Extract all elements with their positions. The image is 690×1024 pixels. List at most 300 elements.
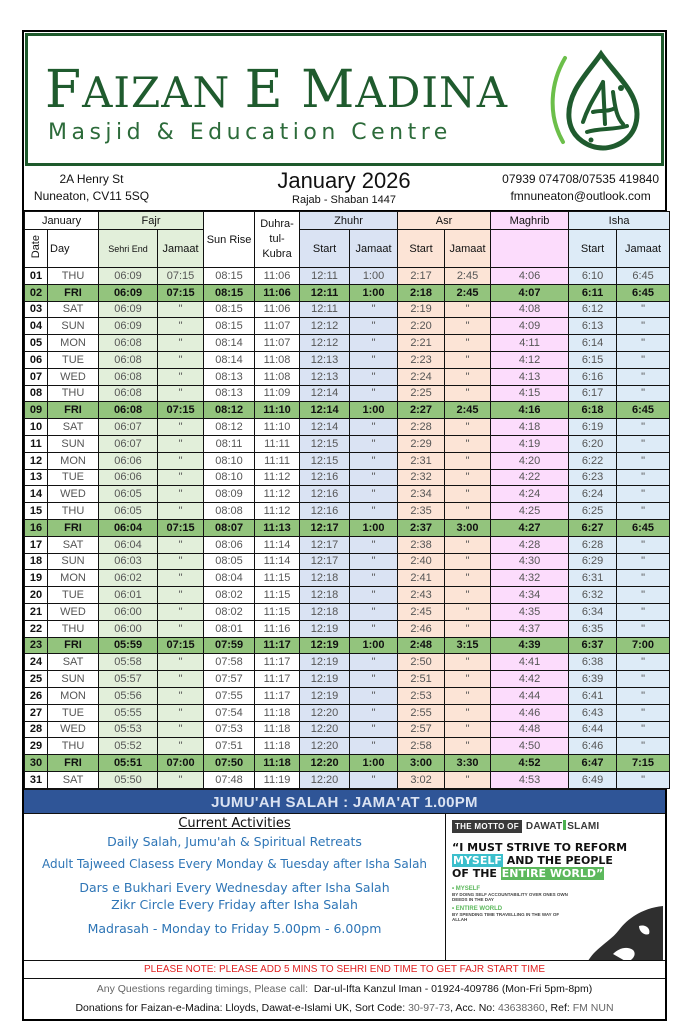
day-cell: TUE [48, 351, 99, 368]
asr-jamaat-cell: " [445, 771, 491, 788]
day-cell: SAT [48, 771, 99, 788]
zhuhr-jamaat-cell: " [350, 486, 398, 503]
brand-bar-icon [563, 820, 566, 830]
activity-item: Madrasah - Monday to Friday 5.00pm - 6.00pm [87, 920, 382, 936]
asr-start-cell: 2:38 [398, 536, 445, 553]
fajr-jamaat-cell: " [158, 671, 204, 688]
fajr-jamaat-cell: " [158, 503, 204, 520]
zhuhr-start-cell: 12:20 [300, 721, 350, 738]
asr-jamaat-cell: " [445, 385, 491, 402]
date-cell: 24 [25, 654, 48, 671]
date-cell: 30 [25, 755, 48, 772]
zhuhr-start-cell: 12:20 [300, 755, 350, 772]
zhuhr-start-cell: 12:12 [300, 318, 350, 335]
email-address: fmnuneaton@outlook.com [510, 189, 651, 203]
isha-jamaat-cell: " [617, 671, 670, 688]
asr-start-cell: 2:57 [398, 721, 445, 738]
date-cell: 21 [25, 603, 48, 620]
maghrib-cell: 4:32 [491, 570, 569, 587]
sunrise-cell: 08:01 [204, 620, 255, 637]
table-row [25, 301, 670, 318]
sehri-end-cell: 06:02 [99, 570, 158, 587]
asr-start-cell: 2:25 [398, 385, 445, 402]
table-row [25, 536, 670, 553]
date-cell: 14 [25, 486, 48, 503]
isha-jamaat-cell: " [617, 654, 670, 671]
day-cell: MON [48, 687, 99, 704]
asr-start-cell: 2:45 [398, 603, 445, 620]
prayer-timetable-sheet [22, 30, 667, 1021]
isha-jamaat-cell: " [617, 570, 670, 587]
day-cell: SAT [48, 301, 99, 318]
asr-start-cell: 2:19 [398, 301, 445, 318]
sehri-end-cell: 06:07 [99, 419, 158, 436]
maghrib-cell: 4:37 [491, 620, 569, 637]
header-january: January [25, 212, 99, 230]
zhuhr-jamaat-cell: " [350, 654, 398, 671]
info-row [24, 167, 665, 211]
asr-jamaat-cell: " [445, 687, 491, 704]
sehri-end-cell: 05:51 [99, 755, 158, 772]
zhuhr-start-cell: 12:18 [300, 570, 350, 587]
isha-start-cell: 6:28 [569, 536, 617, 553]
maghrib-cell: 4:42 [491, 671, 569, 688]
fajr-jamaat-cell: " [158, 687, 204, 704]
table-row [25, 486, 670, 503]
isha-jamaat-cell: " [617, 603, 670, 620]
maghrib-cell: 4:09 [491, 318, 569, 335]
zhuhr-start-cell: 12:13 [300, 351, 350, 368]
sehri-end-cell: 06:01 [99, 587, 158, 604]
header-isha: Isha [569, 212, 670, 230]
duhra-tul-kubra-cell: 11:11 [255, 435, 300, 452]
date-cell: 26 [25, 687, 48, 704]
isha-jamaat-cell: " [617, 620, 670, 637]
sehri-end-cell: 06:04 [99, 536, 158, 553]
fajr-jamaat-cell: 07:15 [158, 402, 204, 419]
sehri-end-cell: 05:58 [99, 654, 158, 671]
date-cell: 28 [25, 721, 48, 738]
header-duhra-tul-kubra: Duhra-tul-Kubra [255, 212, 300, 268]
sunrise-cell: 08:07 [204, 519, 255, 536]
fajr-jamaat-cell: " [158, 419, 204, 436]
header-maghrib-blank [491, 230, 569, 268]
date-cell: 07 [25, 368, 48, 385]
header-zhuhr-start: Start [300, 230, 350, 268]
asr-start-cell: 2:27 [398, 402, 445, 419]
sehri-end-cell: 05:52 [99, 738, 158, 755]
maghrib-cell: 4:07 [491, 284, 569, 301]
day-cell: MON [48, 335, 99, 352]
table-row-friday [25, 402, 670, 419]
asr-start-cell: 2:18 [398, 284, 445, 301]
isha-start-cell: 6:41 [569, 687, 617, 704]
day-cell: FRI [48, 402, 99, 419]
maghrib-cell: 4:28 [491, 536, 569, 553]
zhuhr-start-cell: 12:11 [300, 301, 350, 318]
table-row [25, 318, 670, 335]
fajr-jamaat-cell: 07:15 [158, 284, 204, 301]
motto-point-entire-world: • ENTIRE WORLD BY SPENDING TIME TRAVELLING IN THE WAY OF ALLAH [452, 905, 560, 922]
fajr-jamaat-cell: " [158, 603, 204, 620]
zhuhr-jamaat-cell: 1:00 [350, 284, 398, 301]
zhuhr-start-cell: 12:20 [300, 771, 350, 788]
day-cell: WED [48, 721, 99, 738]
zhuhr-jamaat-cell: " [350, 503, 398, 520]
isha-start-cell: 6:46 [569, 738, 617, 755]
isha-jamaat-cell: " [617, 419, 670, 436]
hijri-month: Rajab - Shaban 1447 [292, 194, 396, 206]
isha-jamaat-cell: 7:00 [617, 637, 670, 654]
asr-start-cell: 2:28 [398, 419, 445, 436]
header-asr-jamaat: Jamaat [445, 230, 491, 268]
isha-jamaat-cell: " [617, 704, 670, 721]
maghrib-cell: 4:06 [491, 268, 569, 285]
isha-start-cell: 6:14 [569, 335, 617, 352]
isha-jamaat-cell: " [617, 486, 670, 503]
day-cell: SUN [48, 553, 99, 570]
asr-jamaat-cell: " [445, 671, 491, 688]
duhra-tul-kubra-cell: 11:10 [255, 419, 300, 436]
duhra-tul-kubra-cell: 11:17 [255, 687, 300, 704]
asr-start-cell: 2:58 [398, 738, 445, 755]
sehri-end-cell: 05:55 [99, 704, 158, 721]
sehri-end-cell: 05:56 [99, 687, 158, 704]
duhra-tul-kubra-cell: 11:14 [255, 553, 300, 570]
asr-jamaat-cell: " [445, 368, 491, 385]
sunrise-cell: 08:10 [204, 452, 255, 469]
sunrise-cell: 08:15 [204, 318, 255, 335]
date-cell: 13 [25, 469, 48, 486]
zhuhr-jamaat-cell: " [350, 771, 398, 788]
duhra-tul-kubra-cell: 11:16 [255, 620, 300, 637]
asr-jamaat-cell: " [445, 351, 491, 368]
isha-start-cell: 6:37 [569, 637, 617, 654]
fajr-jamaat-cell: " [158, 570, 204, 587]
asr-jamaat-cell: " [445, 553, 491, 570]
fajr-jamaat-cell: " [158, 368, 204, 385]
asr-jamaat-cell: " [445, 301, 491, 318]
day-cell: SUN [48, 435, 99, 452]
isha-jamaat-cell: 6:45 [617, 268, 670, 285]
day-cell: THU [48, 268, 99, 285]
zhuhr-start-cell: 12:19 [300, 620, 350, 637]
isha-start-cell: 6:35 [569, 620, 617, 637]
asr-start-cell: 2:20 [398, 318, 445, 335]
asr-start-cell: 2:34 [398, 486, 445, 503]
current-activities [24, 814, 446, 960]
date-cell: 12 [25, 452, 48, 469]
maghrib-cell: 4:44 [491, 687, 569, 704]
isha-jamaat-cell: " [617, 553, 670, 570]
zhuhr-start-cell: 12:18 [300, 603, 350, 620]
maghrib-cell: 4:48 [491, 721, 569, 738]
date-cell: 15 [25, 503, 48, 520]
date-cell: 22 [25, 620, 48, 637]
day-cell: THU [48, 503, 99, 520]
maghrib-cell: 4:34 [491, 587, 569, 604]
activity-item: Zikr Circle Every Friday after Isha Salah [111, 896, 358, 912]
fajr-jamaat-cell: 07:15 [158, 519, 204, 536]
duhra-tul-kubra-cell: 11:17 [255, 654, 300, 671]
table-row [25, 721, 670, 738]
isha-start-cell: 6:27 [569, 519, 617, 536]
isha-jamaat-cell: 6:45 [617, 284, 670, 301]
date-cell: 27 [25, 704, 48, 721]
duhra-tul-kubra-cell: 11:08 [255, 351, 300, 368]
zhuhr-jamaat-cell: " [350, 704, 398, 721]
fajr-jamaat-cell: " [158, 469, 204, 486]
zhuhr-start-cell: 12:15 [300, 435, 350, 452]
header-fajr-jamaat: Jamaat [158, 230, 204, 268]
asr-start-cell: 2:51 [398, 671, 445, 688]
day-cell: THU [48, 738, 99, 755]
sehri-end-cell: 05:53 [99, 721, 158, 738]
bottom-section [24, 814, 665, 961]
sunrise-cell: 07:54 [204, 704, 255, 721]
isha-start-cell: 6:23 [569, 469, 617, 486]
sehri-end-cell: 06:08 [99, 402, 158, 419]
sehri-end-cell: 06:09 [99, 318, 158, 335]
fajr-jamaat-cell: " [158, 318, 204, 335]
fajr-jamaat-cell: " [158, 435, 204, 452]
zhuhr-jamaat-cell: " [350, 469, 398, 486]
duhra-tul-kubra-cell: 11:07 [255, 335, 300, 352]
table-row [25, 603, 670, 620]
maghrib-cell: 4:15 [491, 385, 569, 402]
asr-start-cell: 3:00 [398, 755, 445, 772]
zhuhr-jamaat-cell: " [350, 452, 398, 469]
maghrib-cell: 4:41 [491, 654, 569, 671]
activities-title: Current Activities [178, 815, 291, 831]
sehri-end-cell: 06:09 [99, 301, 158, 318]
date-cell: 20 [25, 587, 48, 604]
sehri-end-cell: 06:00 [99, 620, 158, 637]
isha-start-cell: 6:44 [569, 721, 617, 738]
isha-start-cell: 6:47 [569, 755, 617, 772]
day-cell: THU [48, 385, 99, 402]
zhuhr-jamaat-cell: 1:00 [350, 755, 398, 772]
day-cell: TUE [48, 704, 99, 721]
activity-item: Adult Tajweed Clasess Every Monday & Tuesday after Isha Salah [41, 856, 428, 871]
day-cell: WED [48, 603, 99, 620]
date-cell: 10 [25, 419, 48, 436]
table-row [25, 469, 670, 486]
fajr-jamaat-cell: " [158, 385, 204, 402]
asr-jamaat-cell: " [445, 435, 491, 452]
sunrise-cell: 08:15 [204, 268, 255, 285]
header-zhuhr-jamaat: Jamaat [350, 230, 398, 268]
zhuhr-jamaat-cell: 1:00 [350, 637, 398, 654]
header-sunrise: Sun Rise [204, 212, 255, 268]
asr-start-cell: 3:02 [398, 771, 445, 788]
duhra-tul-kubra-cell: 11:18 [255, 721, 300, 738]
table-row [25, 452, 670, 469]
duhra-tul-kubra-cell: 11:11 [255, 452, 300, 469]
sunrise-cell: 08:15 [204, 301, 255, 318]
day-cell: FRI [48, 637, 99, 654]
maghrib-cell: 4:22 [491, 469, 569, 486]
sunrise-cell: 08:13 [204, 368, 255, 385]
asr-jamaat-cell: 2:45 [445, 402, 491, 419]
zhuhr-jamaat-cell: " [350, 368, 398, 385]
asr-start-cell: 2:43 [398, 587, 445, 604]
sunrise-cell: 08:04 [204, 570, 255, 587]
table-row [25, 570, 670, 587]
header-maghrib: Maghrib [491, 212, 569, 230]
duhra-tul-kubra-cell: 11:12 [255, 503, 300, 520]
isha-jamaat-cell: " [617, 368, 670, 385]
sunrise-cell: 07:59 [204, 637, 255, 654]
contact-details [502, 171, 659, 205]
isha-start-cell: 6:24 [569, 486, 617, 503]
activity-item: Dars e Bukhari Every Wednesday after Isha Salah [79, 879, 390, 895]
zhuhr-jamaat-cell: 1:00 [350, 268, 398, 285]
maghrib-cell: 4:50 [491, 738, 569, 755]
asr-jamaat-cell: " [445, 721, 491, 738]
sehri-end-cell: 06:08 [99, 335, 158, 352]
day-cell: FRI [48, 519, 99, 536]
asr-start-cell: 2:40 [398, 553, 445, 570]
zhuhr-start-cell: 12:15 [300, 452, 350, 469]
zhuhr-start-cell: 12:17 [300, 536, 350, 553]
day-cell: TUE [48, 587, 99, 604]
table-row [25, 351, 670, 368]
day-cell: SAT [48, 536, 99, 553]
zhuhr-start-cell: 12:20 [300, 704, 350, 721]
questions-line: Any Questions regarding timings, Please call: Dar-ul-Ifta Kanzul Iman - 01924-409786 (Mon-Fri 5pm-8pm) [96, 982, 593, 995]
zhuhr-start-cell: 12:19 [300, 637, 350, 654]
zhuhr-jamaat-cell: " [350, 351, 398, 368]
duhra-tul-kubra-cell: 11:10 [255, 402, 300, 419]
sunrise-cell: 07:50 [204, 755, 255, 772]
asr-start-cell: 2:35 [398, 503, 445, 520]
isha-jamaat-cell: " [617, 687, 670, 704]
donations-line: Donations for Faizan-e-Madina: Lloyds, Dawat-e-Islami UK, Sort Code: 30-97-73, Acc. No: 43638360, Ref: FM NUN [75, 1001, 614, 1014]
date-cell: 18 [25, 553, 48, 570]
fajr-jamaat-cell: " [158, 301, 204, 318]
date-cell: 02 [25, 284, 48, 301]
fajr-jamaat-cell: " [158, 587, 204, 604]
maghrib-cell: 4:16 [491, 402, 569, 419]
asr-jamaat-cell: " [445, 335, 491, 352]
isha-jamaat-cell: " [617, 351, 670, 368]
maghrib-cell: 4:27 [491, 519, 569, 536]
maghrib-cell: 4:24 [491, 486, 569, 503]
table-row-friday [25, 284, 670, 301]
fajr-jamaat-cell: " [158, 771, 204, 788]
table-row [25, 268, 670, 285]
asr-jamaat-cell: " [445, 536, 491, 553]
zhuhr-jamaat-cell: " [350, 318, 398, 335]
sehri-end-cell: 06:08 [99, 385, 158, 402]
date-cell: 09 [25, 402, 48, 419]
sunrise-cell: 08:02 [204, 587, 255, 604]
zhuhr-jamaat-cell: " [350, 335, 398, 352]
fajr-jamaat-cell: " [158, 738, 204, 755]
month-title: January 2026 [277, 168, 411, 193]
header-isha-start: Start [569, 230, 617, 268]
isha-start-cell: 6:32 [569, 587, 617, 604]
table-row-friday [25, 637, 670, 654]
isha-jamaat-cell: " [617, 469, 670, 486]
day-cell: WED [48, 368, 99, 385]
asr-jamaat-cell: " [445, 603, 491, 620]
duhra-tul-kubra-cell: 11:15 [255, 587, 300, 604]
day-cell: WED [48, 486, 99, 503]
zhuhr-start-cell: 12:16 [300, 469, 350, 486]
sunrise-cell: 08:10 [204, 469, 255, 486]
maghrib-cell: 4:53 [491, 771, 569, 788]
maghrib-cell: 4:12 [491, 351, 569, 368]
fajr-jamaat-cell: " [158, 654, 204, 671]
zhuhr-start-cell: 12:16 [300, 503, 350, 520]
date-cell: 08 [25, 385, 48, 402]
isha-jamaat-cell: " [617, 385, 670, 402]
maghrib-cell: 4:25 [491, 503, 569, 520]
zhuhr-start-cell: 12:17 [300, 519, 350, 536]
asr-jamaat-cell: " [445, 704, 491, 721]
table-row [25, 620, 670, 637]
asr-jamaat-cell: " [445, 738, 491, 755]
maghrib-cell: 4:18 [491, 419, 569, 436]
asr-start-cell: 2:31 [398, 452, 445, 469]
fajr-jamaat-cell: " [158, 351, 204, 368]
day-cell: MON [48, 452, 99, 469]
header-sehri-end: Sehri End [99, 230, 158, 268]
isha-start-cell: 6:43 [569, 704, 617, 721]
day-cell: MON [48, 570, 99, 587]
date-cell: 29 [25, 738, 48, 755]
isha-jamaat-cell: " [617, 435, 670, 452]
table-row [25, 368, 670, 385]
date-cell: 05 [25, 335, 48, 352]
asr-start-cell: 2:17 [398, 268, 445, 285]
sehri-end-cell: 06:03 [99, 553, 158, 570]
table-row [25, 687, 670, 704]
duhra-tul-kubra-cell: 11:15 [255, 570, 300, 587]
table-row [25, 654, 670, 671]
isha-jamaat-cell: 6:45 [617, 402, 670, 419]
fajr-jamaat-cell: " [158, 536, 204, 553]
asr-jamaat-cell: " [445, 469, 491, 486]
duhra-tul-kubra-cell: 11:12 [255, 469, 300, 486]
asr-start-cell: 2:46 [398, 620, 445, 637]
isha-jamaat-cell: " [617, 318, 670, 335]
sehri-end-cell: 06:07 [99, 435, 158, 452]
duhra-tul-kubra-cell: 11:17 [255, 637, 300, 654]
date-cell: 19 [25, 570, 48, 587]
logo-header [25, 33, 664, 166]
sehri-end-cell: 06:08 [99, 351, 158, 368]
table-row [25, 704, 670, 721]
asr-start-cell: 2:23 [398, 351, 445, 368]
date-cell: 01 [25, 268, 48, 285]
dawat-e-islami-emblem-icon [543, 48, 643, 152]
zhuhr-jamaat-cell: " [350, 687, 398, 704]
asr-start-cell: 2:29 [398, 435, 445, 452]
duhra-tul-kubra-cell: 11:08 [255, 368, 300, 385]
sehri-end-cell: 06:05 [99, 486, 158, 503]
asr-jamaat-cell: " [445, 486, 491, 503]
header-date: Date [25, 230, 48, 268]
duhra-tul-kubra-cell: 11:09 [255, 385, 300, 402]
asr-jamaat-cell: " [445, 419, 491, 436]
fajr-jamaat-cell: " [158, 486, 204, 503]
duhra-tul-kubra-cell: 11:18 [255, 755, 300, 772]
duhra-tul-kubra-cell: 11:07 [255, 318, 300, 335]
asr-jamaat-cell: 2:45 [445, 268, 491, 285]
